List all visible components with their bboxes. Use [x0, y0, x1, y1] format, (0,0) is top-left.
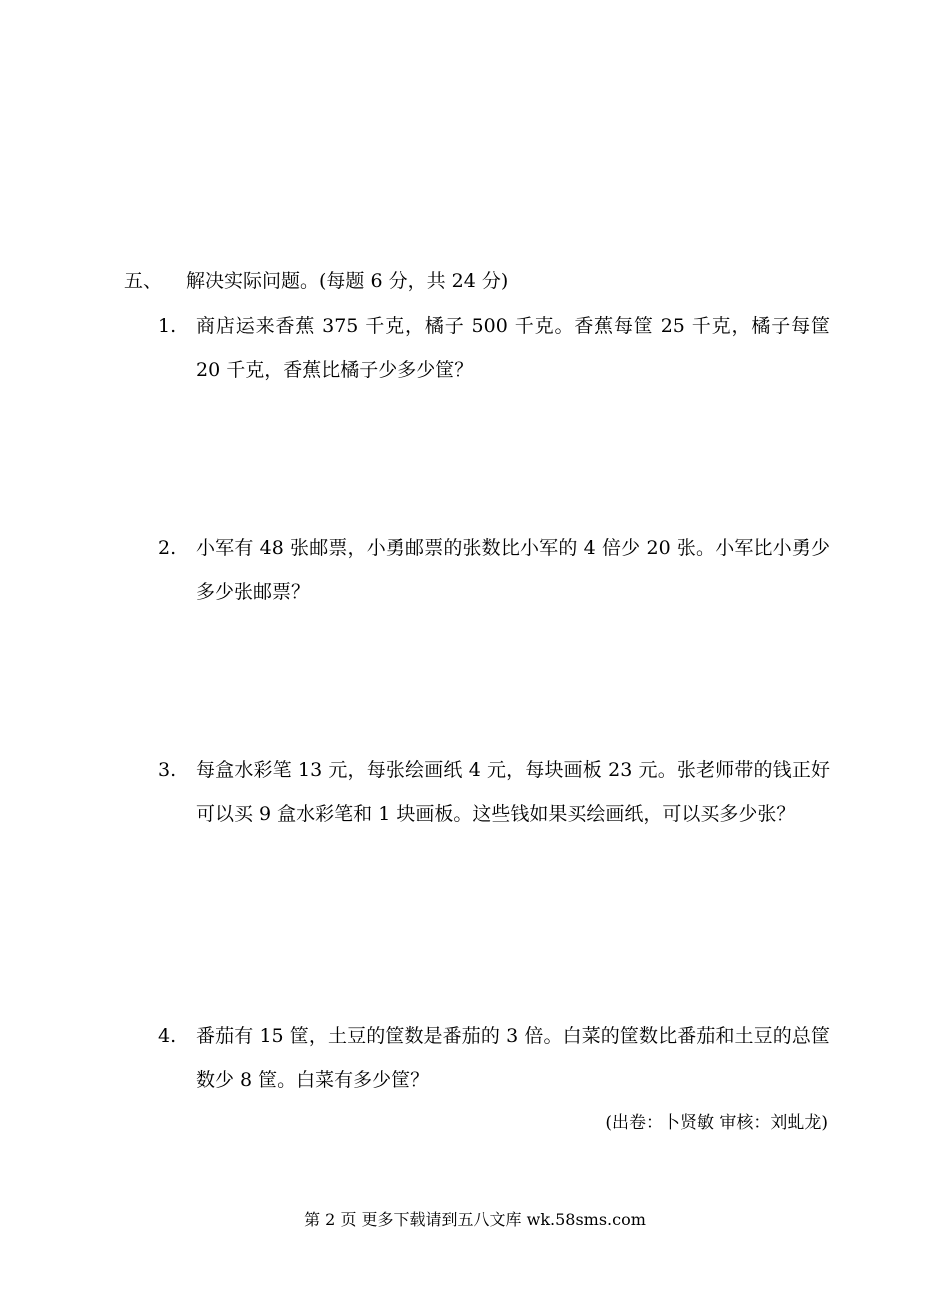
problem-item	[158, 748, 830, 836]
problem-text: 番茄有 15 筐，土豆的筐数是番茄的 3 倍。白菜的筐数比番茄和土豆的总筐数少 8 筐。白菜有多少筐？	[196, 1025, 830, 1091]
problem-number: 3.	[158, 759, 177, 781]
author-credit: (出卷：卜贤敏 审核：刘虬龙)	[605, 1113, 828, 1133]
problem-text: 小军有 48 张邮票，小勇邮票的张数比小军的 4 倍少 20 张。小军比小勇少多少张邮票？	[196, 537, 830, 603]
section-title: 解决实际问题。(每题 6 分，共 24 分)	[186, 270, 509, 292]
page-footer: 第 2 页 更多下载请到五八文库 wk.58sms.com	[304, 1210, 646, 1229]
problem-item	[158, 526, 830, 614]
problem-number: 1.	[158, 315, 177, 337]
problem-text: 商店运来香蕉 375 千克，橘子 500 千克。香蕉每筐 25 千克，橘子每筐 20 千克，香蕉比橘子少多少筐？	[196, 315, 830, 381]
problem-item	[158, 1014, 830, 1102]
problem-number: 2.	[158, 537, 177, 559]
problem-number: 4.	[158, 1025, 177, 1047]
problem-text: 每盒水彩笔 13 元，每张绘画纸 4 元，每块画板 23 元。张老师带的钱正好可以买 9 盒水彩笔和 1 块画板。这些钱如果买绘画纸，可以买多少张？	[196, 759, 830, 825]
section-heading	[124, 268, 508, 294]
section-number: 五、	[124, 270, 163, 292]
problem-item	[158, 304, 830, 392]
